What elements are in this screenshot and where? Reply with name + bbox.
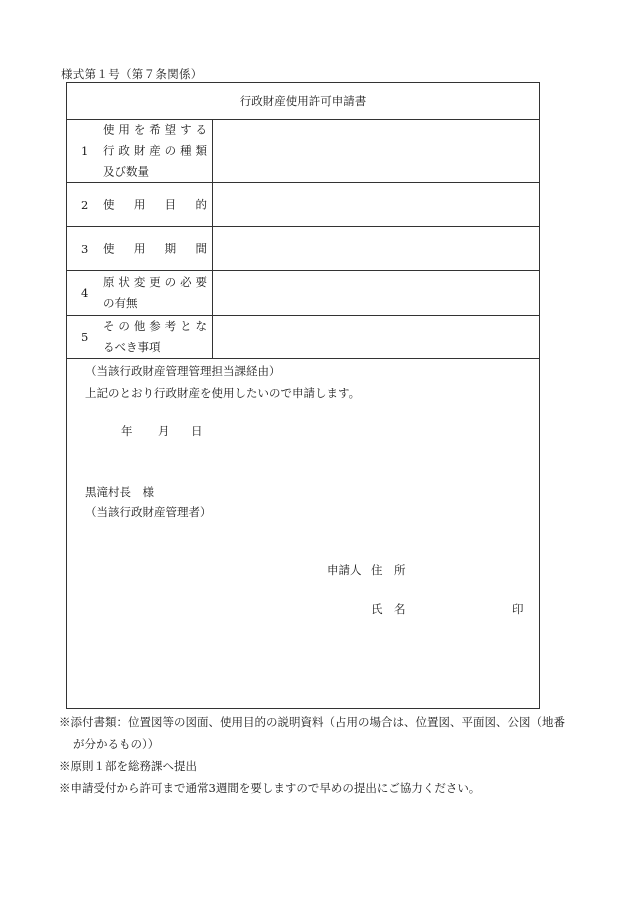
name-label: 氏 名 [371,602,406,616]
attachment-note: ※添付書類：位置図等の図面、使用目的の説明資料（占用の場合は、位置図、平面図、公図（地番 [59,715,565,729]
item-number: 5 [81,330,89,344]
item-label-line: の有無 [103,296,138,310]
seal-mark: 印 [512,602,524,616]
addressee: 黒滝村長 様 [85,485,154,499]
item-number: 2 [81,197,89,212]
item-row-1 [67,120,539,183]
item-label: 使用目的 [103,197,207,211]
attachment-note-continued: が分かるもの）） [73,737,160,751]
column-divider [212,227,213,270]
form-title: 行政財産使用許可申請書 [67,83,539,120]
application-form-table [66,82,540,709]
item-number: 4 [81,286,89,300]
item-label-line: 及び数量 [103,164,149,179]
form-number-label: 様式第１号（第７条関係） [61,67,203,81]
item-label [103,272,207,314]
item-number: 3 [81,241,89,256]
item-label [103,316,207,358]
date-month-label: 月 [158,424,170,438]
form-notes [59,711,579,799]
item-label-line: その他参考とな [103,319,207,333]
date-year-label: 年 [121,424,133,438]
via-department-note: （当該行政財産管理管理担当課経由） [85,364,281,378]
application-body [67,359,539,708]
item-row-3 [67,227,539,271]
submission-note: ※原則１部を総務課へ提出 [59,759,197,773]
column-divider [212,120,213,182]
item-row-2 [67,183,539,227]
date-day-label: 日 [191,424,203,438]
item-label: 使用期間 [103,241,207,255]
applicant-label: 申請人 [327,563,362,577]
item-label-line: 行政財産の種類 [103,143,207,158]
item-label-line: 原状変更の必要 [103,275,207,289]
item-label-line: るべき事項 [103,340,161,354]
item-label-line: 使用を希望する [103,122,207,137]
processing-time-note: ※申請受付から許可まで通常3週間を要しますので早めの提出にご協力ください。 [59,781,481,795]
item-row-4 [67,271,539,316]
item-number: 1 [81,144,89,158]
column-divider [212,316,213,358]
addressee-subtitle: （当該行政財産管理者） [85,505,212,519]
application-statement: 上記のとおり行政財産を使用したいので申請します。 [85,386,361,400]
item-label [103,120,207,183]
address-label: 住 所 [371,563,406,577]
column-divider [212,271,213,315]
item-row-5 [67,316,539,359]
column-divider [212,183,213,226]
